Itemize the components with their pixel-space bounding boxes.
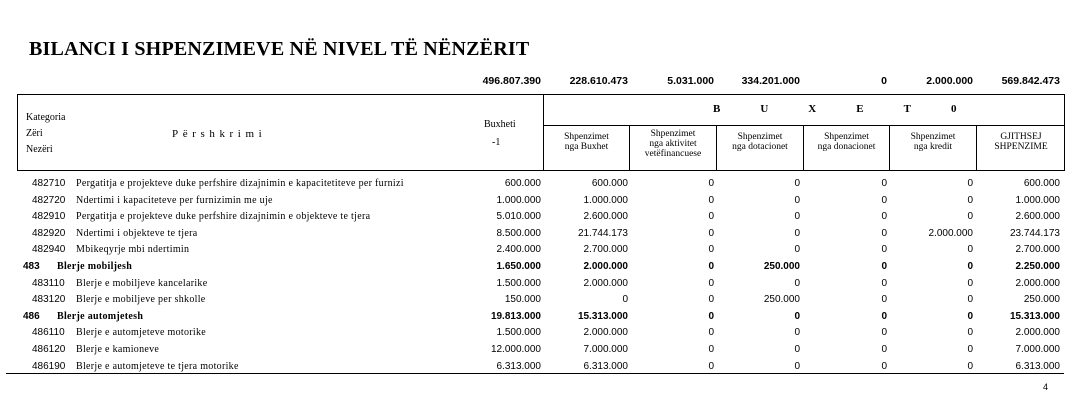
row-value: 0 [708,310,714,322]
row-value: 2.400.000 [496,244,541,256]
row-code: 483110 [32,277,65,289]
row-value: 0 [794,343,800,355]
row-value: 0 [794,227,800,239]
table-row [0,358,1074,375]
row-code: 486110 [32,327,65,339]
row-value: 0 [708,227,714,239]
row-description: Blerje automjetesh [57,310,144,322]
row-value: 150.000 [504,294,541,306]
row-description: Blerje e mobiljeve kancelarike [76,277,208,289]
row-value: 2.000.000 [1015,327,1060,339]
row-code: 482720 [32,194,66,206]
table-row [0,175,1074,192]
row-description: Blerje e automjeteve te tjera motorike [76,360,239,372]
table-row [0,258,1074,275]
row-value: 0 [708,277,714,289]
table-row [0,225,1074,242]
row-value: 2.000.000 [1015,277,1060,289]
header-col-vetefinancuese: Shpenzimet nga aktivitet vetëfinancuese [644,129,702,159]
row-description: Mbikeqyrje mbi ndertimin [76,244,190,256]
row-value: 0 [881,211,887,223]
total-value: 2.000.000 [926,75,973,87]
bottom-divider [6,373,1064,374]
row-value: 0 [967,343,973,355]
row-value: 0 [881,194,887,206]
buxeto-letter: T [903,103,911,115]
row-value: 0 [881,260,887,272]
row-value: 2.000.000 [583,327,628,339]
row-value: 23.744.173 [1009,227,1060,239]
row-value: 7.000.000 [583,343,628,355]
row-value: 7.000.000 [1015,343,1060,355]
row-description: Ndertimi i objekteve te tjera [76,227,198,239]
row-value: 0 [881,277,887,289]
row-value: 0 [708,194,714,206]
row-description: Ndertimi i kapaciteteve per furnizimin me uje [76,194,273,206]
row-value: 2.000.000 [583,260,628,272]
row-code: 482920 [32,227,66,239]
table-body [0,175,1074,374]
row-value: 0 [708,343,714,355]
header-col-kredit: Shpenzimet nga kredit [910,132,956,152]
row-description: Pergatitja e projekteve duke perfshire dizajnimin e kapacitetiteve per furnizi [76,178,404,189]
page-number: 4 [1043,382,1049,392]
row-value: 1.000.000 [1015,194,1060,206]
row-value: 0 [881,360,887,372]
table-row [0,341,1074,358]
table-row [0,275,1074,292]
row-value: 250.000 [1023,294,1060,306]
row-value: 0 [794,211,800,223]
row-description: Blerje e automjeteve motorike [76,327,207,339]
buxeto-letter: B [713,103,721,115]
row-value: 2.000.000 [928,227,973,239]
row-value: 21.744.173 [577,227,628,239]
header-buxheti-sub: -1 [492,137,501,148]
row-value: 6.313.000 [496,360,541,372]
row-value: 0 [794,244,800,256]
table-row [0,241,1074,258]
total-value: 5.031.000 [667,75,714,87]
row-code: 483 [23,260,40,272]
row-value: 2.000.000 [583,277,628,289]
row-value: 0 [967,360,973,372]
row-value: 0 [708,178,714,189]
row-value: 1.500.000 [496,327,541,339]
row-value: 15.313.000 [1009,310,1060,322]
row-value: 250.000 [763,260,800,272]
header-pershkrimi: Përshkrimi [172,128,267,140]
row-value: 2.250.000 [1015,260,1060,272]
row-value: 1.500.000 [496,277,541,289]
row-value: 2.600.000 [583,211,628,223]
header-zeri: Zëri [26,128,43,139]
row-value: 0 [967,260,973,272]
row-value: 0 [881,244,887,256]
buxeto-letter: 0 [950,103,957,115]
row-code: 482910 [32,211,66,223]
row-value: 0 [708,294,714,306]
row-value: 6.313.000 [583,360,628,372]
row-description: Blerje e mobiljeve per shkolle [76,294,206,306]
buxeto-letter: U [760,103,769,115]
totals-row [0,75,1074,91]
row-description: Pergatitja e projekteve duke perfshire dizajnimin e objekteve te tjera [76,211,371,223]
row-value: 0 [967,327,973,339]
row-value: 5.010.000 [496,211,541,223]
row-value: 0 [708,211,714,223]
row-value: 600.000 [1023,178,1060,189]
row-value: 0 [881,327,887,339]
row-value: 2.700.000 [583,244,628,256]
row-value: 1.000.000 [496,194,541,206]
header-kategoria: Kategoria [26,112,66,123]
row-value: 0 [794,194,800,206]
row-value: 0 [967,244,973,256]
header-buxheti: Buxheti [484,119,516,130]
total-value: 496.807.390 [482,75,541,87]
row-value: 0 [708,260,714,272]
row-value: 600.000 [591,178,628,189]
row-value: 0 [881,227,887,239]
row-value: 0 [622,294,628,306]
row-value: 0 [881,343,887,355]
total-value: 0 [881,75,887,87]
row-value: 0 [708,244,714,256]
row-value: 0 [967,277,973,289]
table-header [17,94,1065,171]
row-code: 486120 [32,343,66,355]
header-col-donacionet: Shpenzimet nga donacionet [817,132,876,152]
row-value: 0 [794,178,800,189]
row-value: 0 [881,178,887,189]
row-value: 0 [967,310,973,322]
page-title: BILANCI I SHPENZIMEVE NË NIVEL TË NËNZËRIT [29,38,530,60]
row-value: 0 [967,194,973,206]
row-value: 0 [708,360,714,372]
table-row [0,291,1074,308]
total-value: 228.610.473 [569,75,628,87]
row-value: 0 [881,294,887,306]
row-code: 482710 [32,178,66,189]
header-buxeto [713,103,996,115]
table-row [0,324,1074,341]
header-nezeri: Nezëri [26,144,53,155]
row-value: 19.813.000 [490,310,541,322]
header-col-dotacionet: Shpenzimet nga dotacionet [732,132,788,152]
row-description: Blerje mobiljesh [57,260,133,272]
row-value: 0 [881,310,887,322]
row-value: 0 [794,277,800,289]
table-row [0,208,1074,225]
header-col-buxhet: Shpenzimet nga Buxhet [564,132,609,152]
total-value: 334.201.000 [741,75,800,87]
table-row [0,308,1074,325]
buxeto-letter: X [808,103,817,115]
header-col-gjithsej: GJITHSEJ SHPENZIME [994,132,1048,152]
row-value: 6.313.000 [1015,360,1060,372]
row-value: 600.000 [504,178,541,189]
table-row [0,192,1074,209]
row-value: 2.700.000 [1015,244,1060,256]
row-value: 0 [967,211,973,223]
row-value: 0 [967,294,973,306]
row-code: 486190 [32,360,66,372]
row-value: 1.000.000 [583,194,628,206]
row-value: 250.000 [763,294,800,306]
buxeto-letter: E [856,103,864,115]
row-value: 0 [794,360,800,372]
row-code: 482940 [32,244,66,256]
row-value: 0 [794,327,800,339]
row-value: 8.500.000 [496,227,541,239]
row-value: 0 [794,310,800,322]
row-value: 15.313.000 [577,310,628,322]
row-value: 1.650.000 [496,260,541,272]
row-value: 0 [967,178,973,189]
row-value: 12.000.000 [490,343,541,355]
row-value: 0 [708,327,714,339]
row-code: 486 [23,310,40,322]
total-value: 569.842.473 [1001,75,1060,87]
row-value: 2.600.000 [1015,211,1060,223]
row-code: 483120 [32,294,66,306]
row-description: Blerje e kamioneve [76,343,160,355]
